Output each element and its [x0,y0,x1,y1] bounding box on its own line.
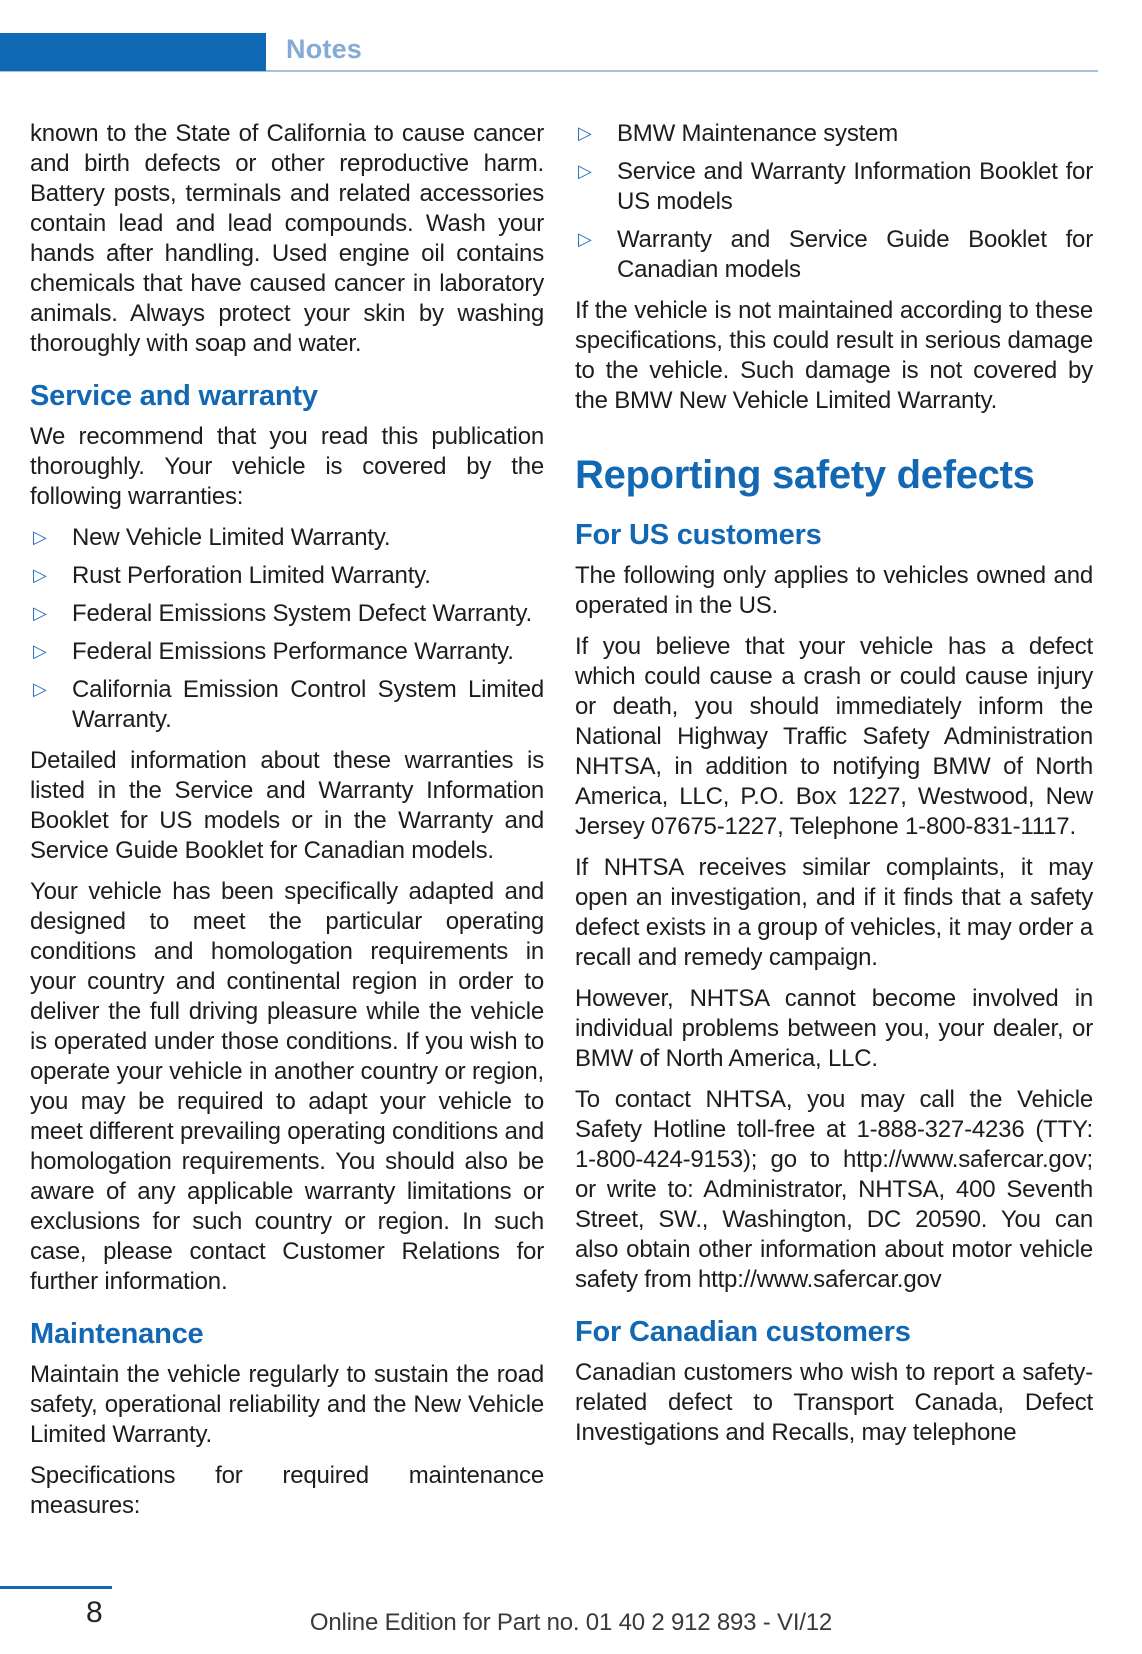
us-paragraph-4: However, NHTSA cannot become involved in individual problems between you, your dealer, or BMW of North America, LLC. [575,985,1093,1072]
list-item [30,523,544,553]
right-column [575,119,1093,1448]
list-item-label: Federal Emissions System Defect Warranty. [72,600,532,627]
list-item [30,599,544,629]
list-item [30,561,544,591]
service-warranty-intro: We recommend that you read this publication thoroughly. Your vehicle is covered by the following warranties: [30,423,544,510]
list-item-label: BMW Maintenance system [617,120,899,147]
triangle-bullet-icon: ▷ [578,229,592,250]
us-customers-heading: For US customers [575,519,822,551]
footer-rule [0,1586,112,1589]
list-item [30,637,544,667]
intro-paragraph: known to the State of California to cause cancer and birth defects or other reproductive harm. Battery posts, terminals and related accessories contain lead and lead compounds. Wash your hands after handling. Used engine oil contains chemicals that have caused cancer in laboratory animals. Always protect your skin by washing thoroughly with soap and water. [30,120,544,357]
page-section-title: Notes [286,34,363,64]
warranty-list [30,523,544,735]
us-paragraph-3: If NHTSA receives similar complaints, it may open an investigation, and if it finds that a safety defect exists in a group of vehicles, it may order a recall and remedy campaign. [575,854,1093,971]
reporting-safety-defects-heading: Reporting safety defects [575,453,1035,497]
vehicle-adaptation-paragraph: Your vehicle has been specifically adapted and designed to meet the particular operating conditions and homologation requirements in your country and continental region in order to deliver the full driving pleasure while the vehicle is operated under those conditions. If you wish to operate your vehicle in another country or region, you may be required to adapt your vehicle to meet different prevailing operating conditions and homologation requirements. You should also be aware of any applicable warranty limitations or exclusions for such country or region. In such case, please contact Customer Relations for further information. [30,878,544,1295]
triangle-bullet-icon: ▷ [33,641,47,662]
list-item [575,119,1093,149]
us-paragraph-2: If you believe that your vehicle has a defect which could cause a crash or could cause injury or death, you should immediately inform the National Highway Traffic Safety Administration NHTSA, in addition to notifying BMW of North America, LLC, P.O. Box 1227, Westwood, New Jersey 07675-1227, Telephone 1-800-831-1117. [575,633,1093,840]
us-paragraph-1: The following only applies to vehicles owned and operated in the US. [575,562,1093,619]
list-item-label: Warranty and Service Guide Booklet for Canadian models [617,226,1093,283]
us-paragraph-5: To contact NHTSA, you may call the Vehicle Safety Hotline toll-free at 1-888-327-4236 (TTY: 1-800-424-9153); go to http://www.safercar.gov; or write to: Administrator, NHTSA, 400 Seventh Street, SW., Washington, DC 20590. You can also obtain other information about motor vehicle safety from http://www.safercar.gov [575,1086,1093,1293]
service-warranty-heading: Service and warranty [30,380,318,412]
left-column [30,119,544,1521]
triangle-bullet-icon: ▷ [578,123,592,144]
list-item [575,225,1093,285]
canada-paragraph: Canadian customers who wish to report a safety-related defect to Transport Canada, Defect Investigations and Recalls, may telephone [575,1359,1093,1446]
maintenance-warning-paragraph: If the vehicle is not maintained according to these specifications, this could result in serious damage to the vehicle. Such damage is not covered by the BMW New Vehicle Limited Warranty. [575,297,1093,414]
list-item-label: Service and Warranty Information Booklet for US models [617,158,1093,215]
list-item-label: Rust Perforation Limited Warranty. [72,562,431,589]
list-item-label: New Vehicle Limited Warranty. [72,524,391,551]
canadian-customers-heading: For Canadian customers [575,1316,911,1348]
maintenance-paragraph-2: Specifications for required maintenance measures: [30,1462,544,1519]
maintenance-heading: Maintenance [30,1318,204,1350]
list-item-label: Federal Emissions Performance Warranty. [72,638,514,665]
triangle-bullet-icon: ▷ [33,565,47,586]
warranty-detail-paragraph: Detailed information about these warranties is listed in the Service and Warranty Information Booklet for US models or in the Warranty and Service Guide Booklet for Canadian models. [30,747,544,864]
maintenance-sources-list [575,119,1093,285]
maintenance-paragraph-1: Maintain the vehicle regularly to sustain the road safety, operational reliability and the New Vehicle Limited Warranty. [30,1361,544,1448]
edition-line: Online Edition for Part no. 01 40 2 912 893 - VI/12 [309,1609,833,1636]
triangle-bullet-icon: ▷ [33,679,47,700]
page-number: 8 [86,1596,103,1629]
list-item-label: California Emission Control System Limited Warranty. [72,676,544,733]
triangle-bullet-icon: ▷ [33,603,47,624]
header-tab-bar [0,33,266,71]
list-item [30,675,544,735]
triangle-bullet-icon: ▷ [33,527,47,548]
list-item [575,157,1093,217]
triangle-bullet-icon: ▷ [578,161,592,182]
